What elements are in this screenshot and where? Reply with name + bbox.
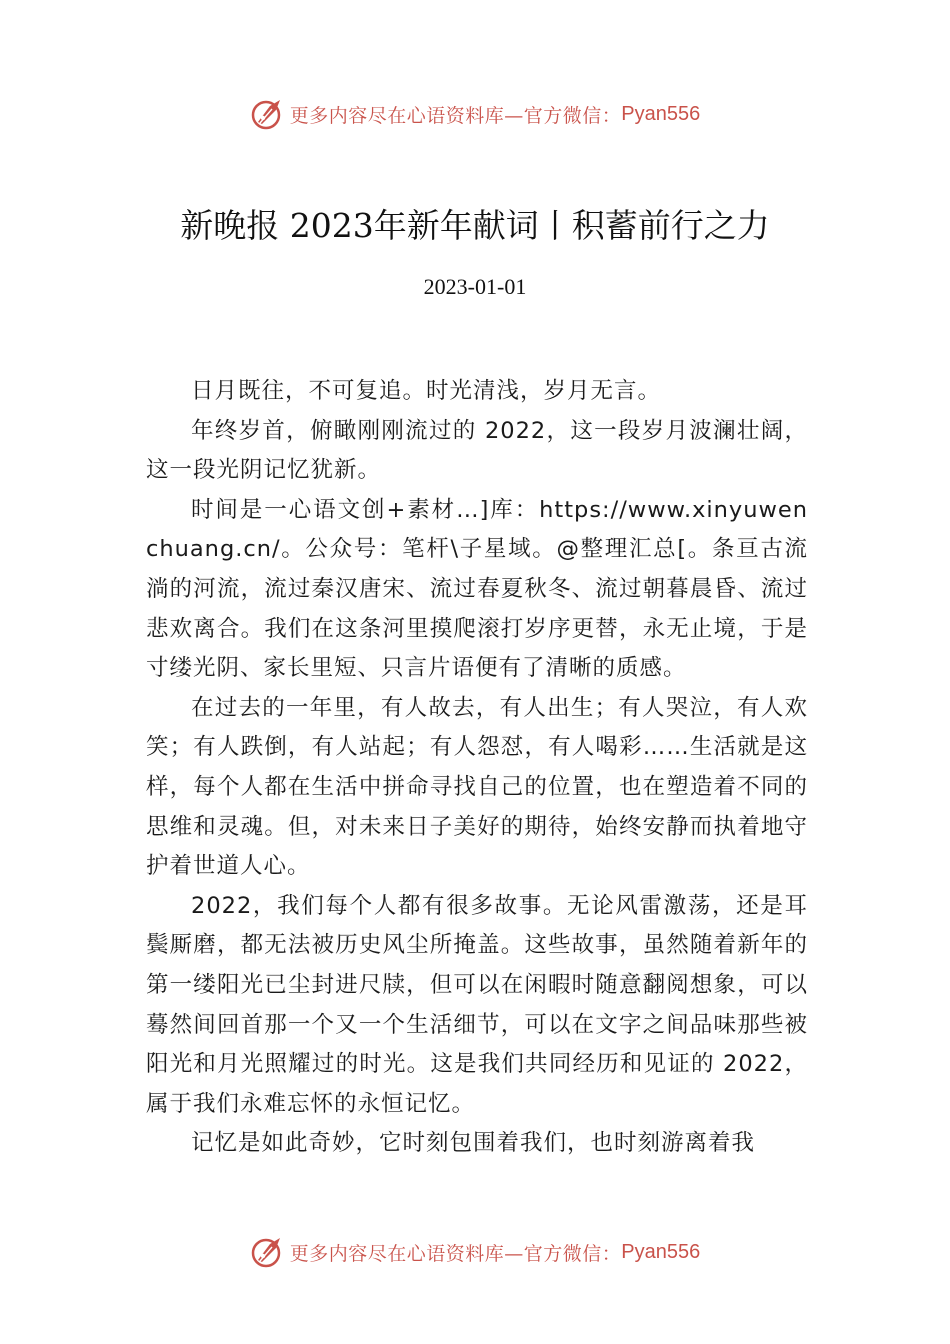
quill-pen-logo-icon xyxy=(250,1234,286,1270)
paragraph: 年终岁首，俯瞰刚刚流过的 2022，这一段岁月波澜壮阔，这一段光阴记忆犹新。 xyxy=(146,417,808,484)
publish-date: 2023-01-01 xyxy=(423,274,527,299)
quill-pen-logo-icon xyxy=(250,96,286,132)
banner-text: 更多内容尽在心语资料库—官方微信： xyxy=(289,104,622,127)
header-banner xyxy=(0,94,950,134)
banner-text: 更多内容尽在心语资料库—官方微信： xyxy=(289,1242,622,1265)
paragraph: 日月既往，不可复追。时光清浅，岁月无言。 xyxy=(191,378,662,404)
footer-banner xyxy=(0,1232,950,1272)
wechat-id: Pyan556 xyxy=(621,102,701,125)
paragraph: 记忆是如此奇妙，它时刻包围着我们，也时刻游离着我 xyxy=(191,1130,756,1157)
article-body xyxy=(146,372,808,1164)
paragraph: 2022，我们每个人都有很多故事。无论风雷激荡，还是耳鬓厮磨，都无法被历史风尘所掩盖。这些故事，虽然随着新年的第一缕阳光已尘封进尺牍，但可以在闲暇时随意翻阅想象，可以蓦然间回首那一个又一个生活细节，可以在文字之间品味那些被阳光和月光照耀过的时光。这是我们共同经历和见证的 2022，属于我们永难忘怀的永恒记忆。 xyxy=(146,892,808,1117)
page-title: 新晚报 2023年新年献词丨积蓄前行之力 xyxy=(180,206,770,245)
wechat-id: Pyan556 xyxy=(621,1240,701,1263)
paragraph: 在过去的一年里，有人故去，有人出生；有人哭泣，有人欢笑；有人跌倒，有人站起；有人怨怼，有人喝彩……生活就是这样，每个人都在生活中拼命寻找自己的位置，也在塑造着不同的思维和灵魂。但，对未来日子美好的期待，始终安静而执着地守护着世道人心。 xyxy=(146,694,808,880)
paragraph: 时间是一心语文创+素材…]库：https://www.xinyuwenchuang.cn/。公众号：笔杆\子星域。@整理汇总[。条亘古流淌的河流，流过秦汉唐宋、流过春夏秋冬、流过朝暮晨昏、流过悲欢离合。我们在这条河里摸爬滚打岁序更替，永无止境，于是寸缕光阴、家长里短、只言片语便有了清晰的质感。 xyxy=(146,496,808,682)
